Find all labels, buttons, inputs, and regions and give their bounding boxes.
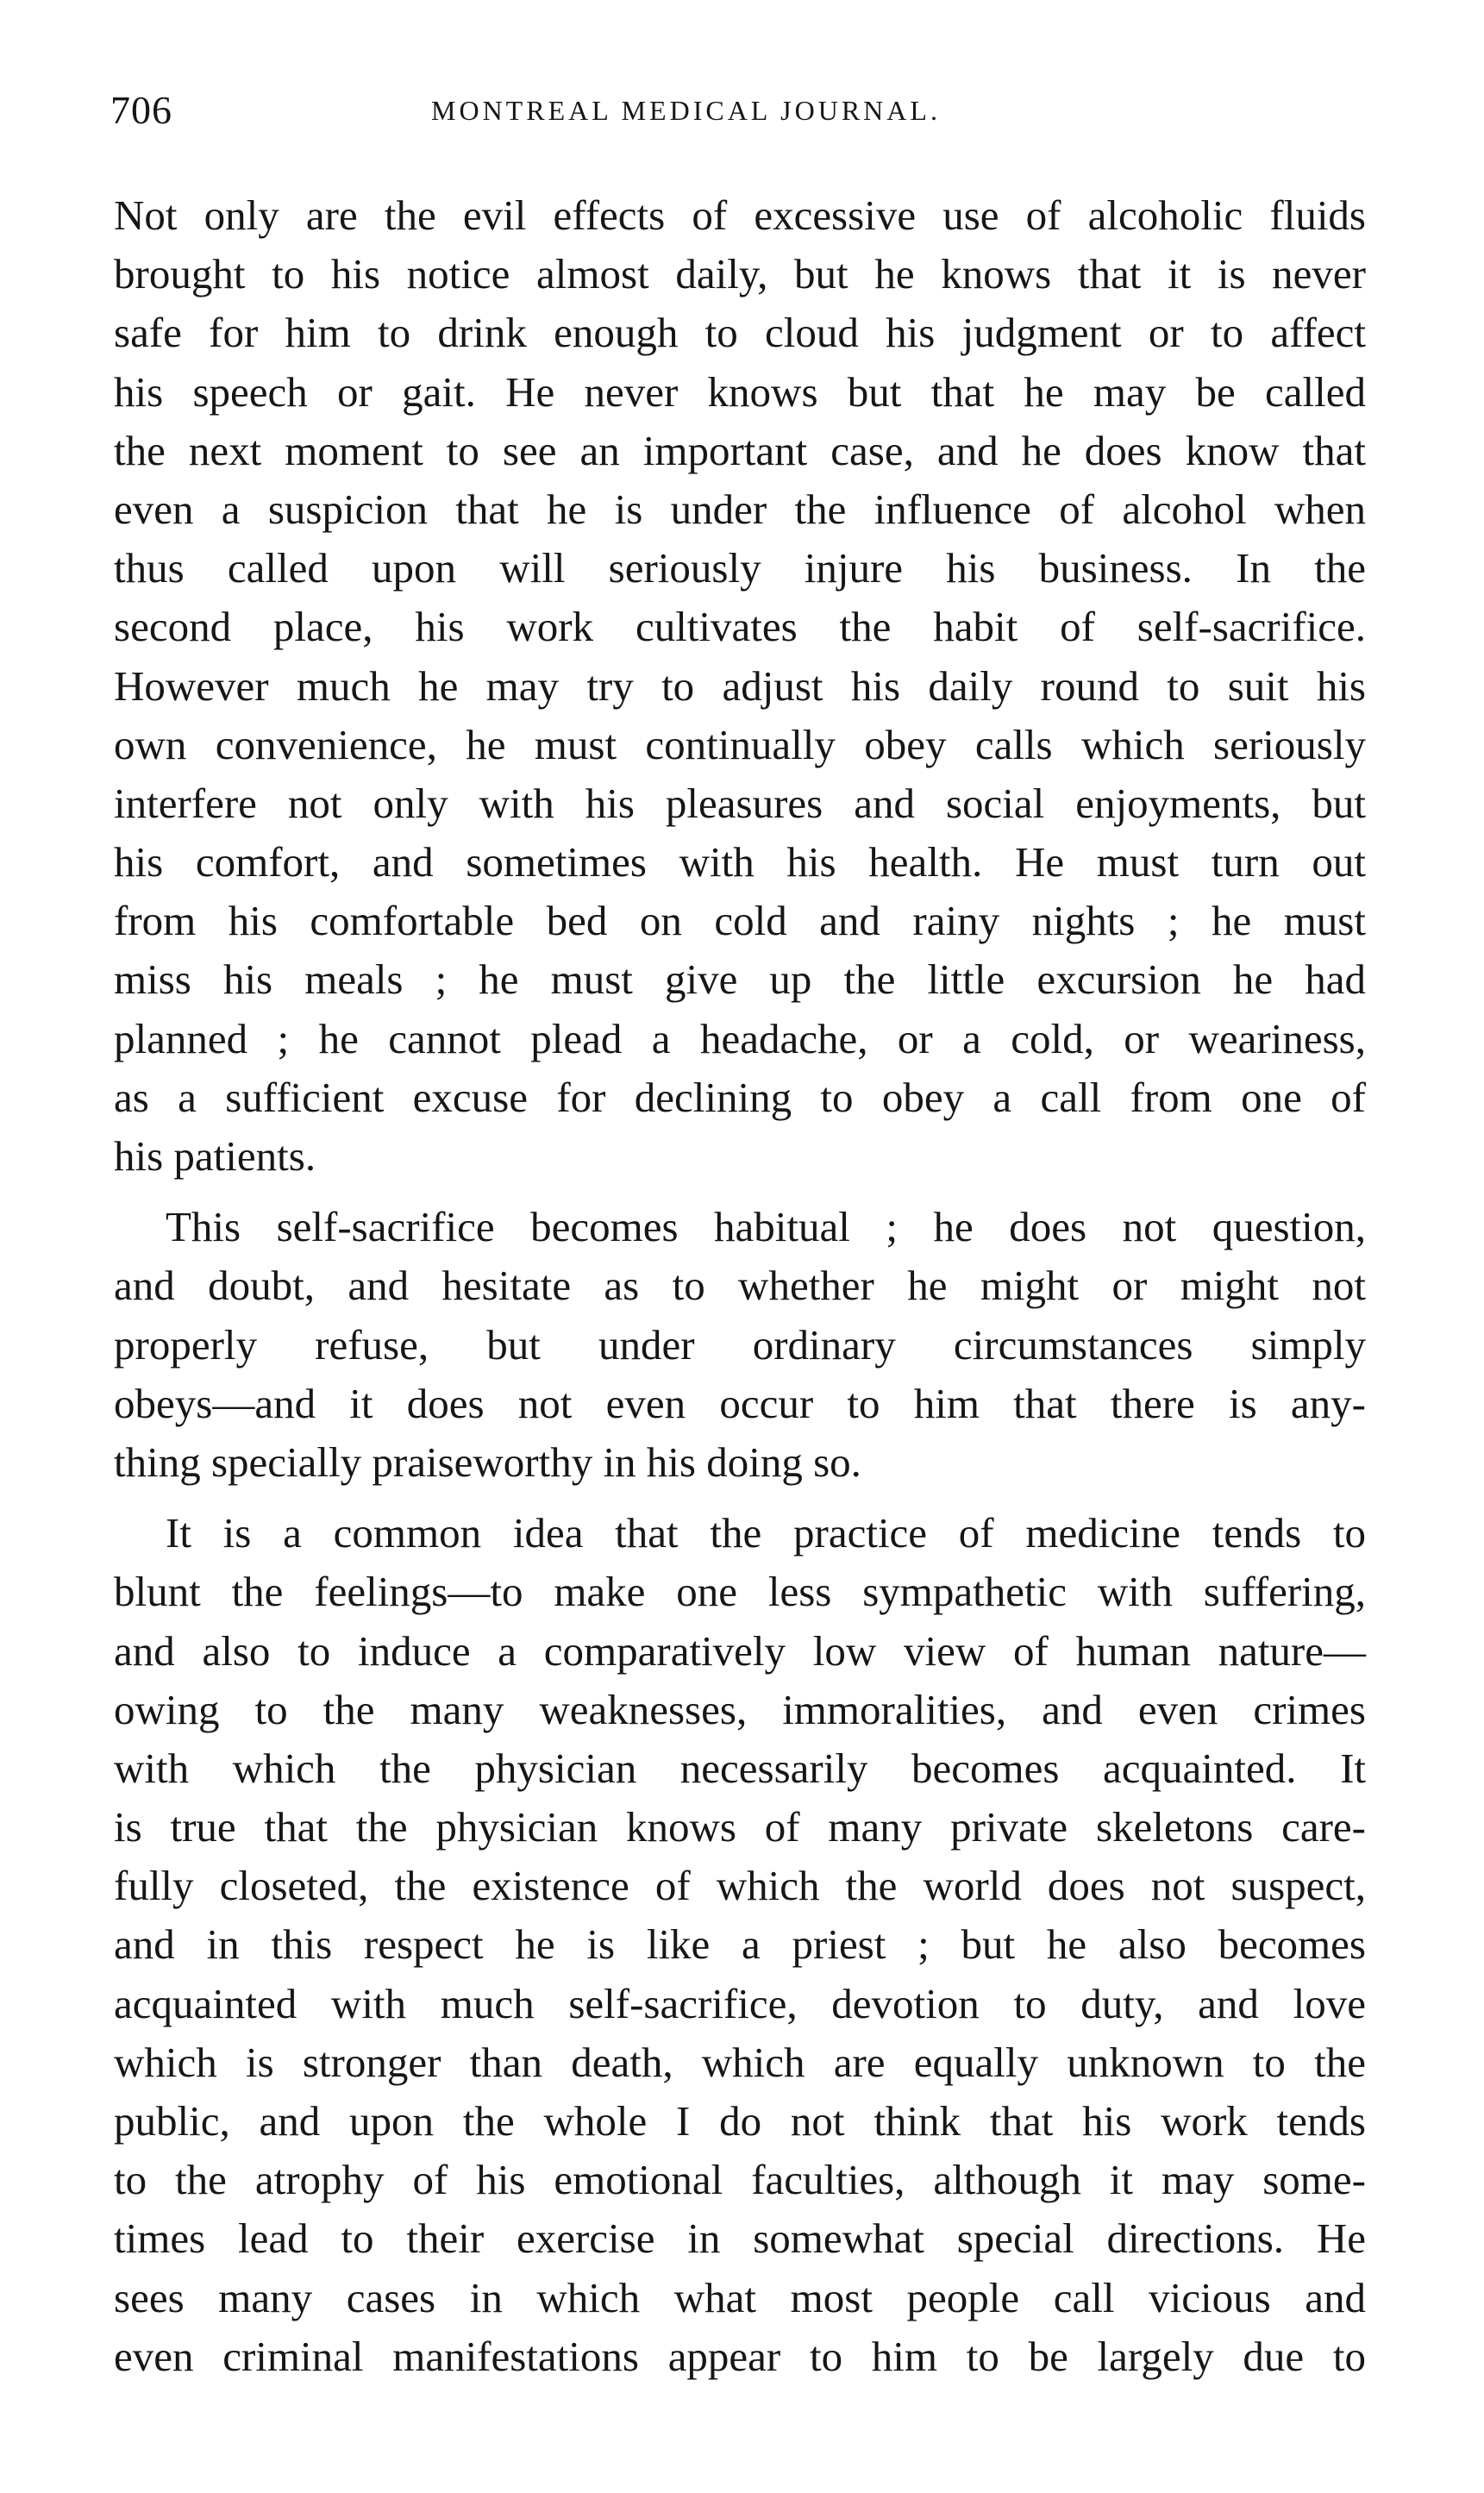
text-line: even criminal manifestations appear to him to be largely due to: [114, 2332, 1366, 2380]
text-line: sees many cases in which what most people call vicious and: [114, 2273, 1366, 2321]
text-line: However much he may try to adjust his daily round to suit his: [114, 661, 1366, 710]
text-line: Not only are the evil effects of excessive use of alcoholic fluids: [114, 191, 1366, 239]
text-line: miss his meals ; he must give up the little excursion he had: [114, 955, 1366, 1004]
text-line: his patients.: [114, 1132, 316, 1180]
text-line: even a suspicion that he is under the influence of alcohol when: [114, 485, 1366, 533]
running-head: [110, 85, 1369, 136]
text-line: second place, his work cultivates the habit of self-sacrifice.: [114, 603, 1366, 651]
text-line: acquainted with much self-sacrifice, devotion to duty, and love: [114, 1979, 1366, 2027]
text-line: It is a common idea that the practice of medicine tends to: [166, 1509, 1366, 1557]
paragraph: [114, 186, 1366, 1186]
text-line: to the atrophy of his emotional faculties, although it may some-: [114, 2156, 1366, 2204]
body-text: [114, 186, 1366, 2386]
text-line: his comfort, and sometimes with his health. He must turn out: [114, 838, 1366, 886]
text-line: with which the physician necessarily becomes acquainted. It: [114, 1744, 1366, 1792]
text-line: safe for him to drink enough to cloud his judgment or to affect: [114, 309, 1366, 357]
text-line: fully closeted, the existence of which the world does not suspect,: [114, 1862, 1366, 1910]
text-line: brought to his notice almost daily, but he knows that it is never: [114, 250, 1366, 298]
text-line: and doubt, and hesitate as to whether he might or might not: [114, 1262, 1366, 1310]
text-line: planned ; he cannot plead a headache, or a cold, or weariness,: [114, 1014, 1366, 1062]
text-line: thing specially praiseworthy in his doing so.: [114, 1438, 861, 1486]
journal-title: MONTREAL MEDICAL JOURNAL.: [431, 95, 941, 126]
text-line: public, and upon the whole I do not think that his work tends: [114, 2097, 1366, 2145]
paragraph: [114, 1198, 1366, 1492]
text-line: times lead to their exercise in somewhat special directions. He: [114, 2214, 1366, 2263]
text-line: owing to the many weaknesses, immoralities, and even crimes: [114, 1685, 1366, 1733]
text-line: which is stronger than death, which are equally unknown to the: [114, 2038, 1366, 2086]
paragraph-gap: [114, 1186, 1366, 1198]
paragraph: [114, 1504, 1366, 2386]
text-line: is true that the physician knows of many private skeletons care-: [114, 1803, 1366, 1851]
text-line: and in this respect he is like a priest ; but he also becomes: [114, 1920, 1366, 1969]
text-line: his speech or gait. He never knows but that he may be called: [114, 367, 1366, 416]
text-line: obeys—and it does not even occur to him that there is any-: [114, 1379, 1366, 1427]
text-line: as a sufficient excuse for declining to obey a call from one of: [114, 1073, 1366, 1121]
text-line: This self-sacrifice becomes habitual ; he does not question,: [166, 1203, 1366, 1251]
paragraph-gap: [114, 1492, 1366, 1504]
page-number: 706: [110, 88, 172, 132]
text-line: thus called upon will seriously injure his business. In the: [114, 544, 1366, 592]
text-line: and also to induce a comparatively low view of human nature—: [114, 1626, 1366, 1675]
text-line: interfere not only with his pleasures and social enjoyments, but: [114, 779, 1366, 827]
text-line: blunt the feelings—to make one less sympathetic with suffering,: [114, 1568, 1366, 1616]
text-line: own convenience, he must continually obey calls which seriously: [114, 720, 1366, 768]
text-line: the next moment to see an important case, and he does know that: [114, 426, 1366, 474]
text-line: properly refuse, but under ordinary circumstances simply: [114, 1320, 1366, 1369]
text-line: from his comfortable bed on cold and rainy nights ; he must: [114, 897, 1366, 945]
